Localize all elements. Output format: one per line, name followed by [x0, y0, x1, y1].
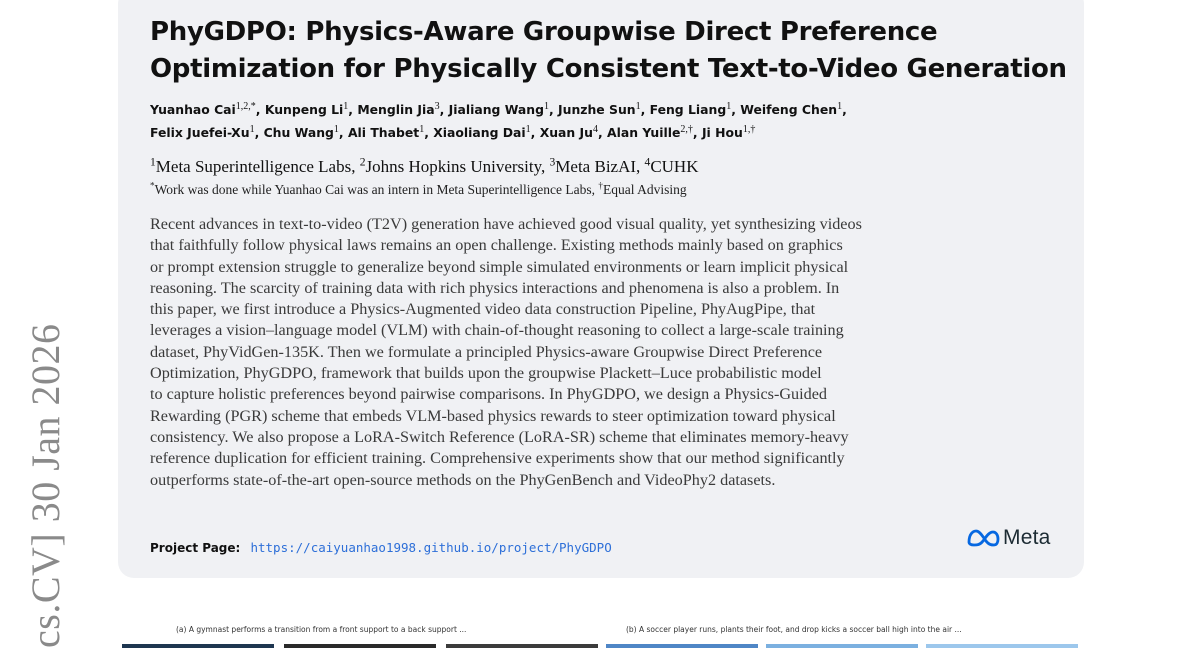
author-name: Yuanhao Cai	[150, 102, 236, 117]
abstract-line: Optimization, PhyGDPO, framework that builds upon the groupwise Plackett–Luce probabilistic model	[150, 364, 822, 383]
author-affiliation-marker: 1	[837, 100, 843, 112]
author-affiliation-marker: 1	[419, 123, 425, 135]
meta-infinity-icon	[966, 529, 1000, 547]
author-affiliation-marker: 1	[726, 100, 732, 112]
affiliation-marker: 1	[150, 155, 156, 169]
abstract-line: Recent advances in text-to-video (T2V) generation have achieved good visual quality, yet synthesizing videos	[150, 215, 862, 233]
author-name: Junzhe Sun	[558, 102, 636, 117]
author-name: Menglin Jia	[357, 102, 435, 117]
affiliation-marker: 3	[549, 155, 556, 169]
title-line-2: Optimization for Physically Consistent Text-to-Video Generation	[150, 54, 1067, 84]
abstract-line: this paper, we first introduce a Physics-Augmented video data construction Pipeline, PhyAugPipe, that	[150, 300, 816, 319]
author-affiliation-marker: 1,2,*	[235, 100, 256, 112]
author-affiliation-marker: 1,†	[742, 123, 756, 135]
author-affiliation-marker: 1	[525, 123, 531, 135]
project-page-label: Project Page:	[150, 541, 241, 555]
abstract-line: consistency. We also propose a LoRA-Switch Reference (LoRA-SR) scheme that eliminates memory-heavy	[150, 427, 849, 446]
affiliation-text: Meta Superintelligence Labs,	[155, 157, 360, 176]
figure-frame	[122, 644, 274, 648]
author-affiliation-marker: 1	[333, 123, 339, 135]
figure-caption-a: (a) A gymnast performs a transition from a front support to a back support ...	[176, 625, 467, 634]
figure-caption-b: (b) A soccer player runs, plants their foot, and drop kicks a soccer ball high into the air ...	[626, 625, 962, 634]
author-name: Jialiang Wang	[448, 102, 544, 117]
author-name: Chu Wang	[263, 125, 334, 140]
abstract-line: reasoning. The scarcity of training data with rich physics interactions and phenomena is also a problem. In	[150, 278, 840, 297]
author-name: Feng Liang	[649, 102, 727, 117]
author-affiliation-marker: 1	[543, 100, 549, 112]
project-page	[150, 538, 612, 559]
author-affiliation-marker: 1	[635, 100, 641, 112]
footnote-marker: †	[598, 180, 603, 191]
abstract-line: leverages a vision–language model (VLM) with chain-of-thought reasoning to collect a large-scale training	[150, 321, 844, 340]
abstract	[150, 214, 1050, 491]
paper-title	[150, 14, 1070, 88]
author-line-2: Felix Juefei-Xu$^1$, Chu Wang$^1$, Ali Thabet$^1$, Xiaoliang Dai$^1$, Xuan Ju$^4$, Alan Yuille$^{2,\dagger}$, Ji Hou$^{1,\dagger}$	[150, 123, 756, 140]
abstract-line: or prompt extension struggle to generalize beyond simple simulated environments or learn implicit physical	[150, 257, 849, 276]
affiliation-text: Meta BizAI,	[555, 157, 645, 176]
equal-advising-note: Equal Advising	[602, 182, 687, 197]
author-name: Weifeng Chen	[740, 102, 838, 117]
figure-frame	[766, 644, 918, 648]
author-affiliation-marker: 1	[343, 100, 349, 112]
author-name: Ali Thabet	[347, 125, 420, 140]
abstract-line: to capture holistic preferences beyond pairwise comparisons. In PhyGDPO, we design a Physics-Guided	[150, 385, 828, 404]
footnote-line	[150, 181, 687, 199]
abstract-line: that faithfully follow physical laws remains an open challenge. Existing methods mainly based on graphics	[150, 236, 843, 255]
title-line-1: PhyGDPO: Physics-Aware Groupwise Direct Preference	[150, 17, 938, 47]
figure-frame	[446, 644, 598, 648]
author-affiliation-marker: 2,†	[680, 123, 693, 135]
affiliations	[150, 156, 698, 178]
affiliation-marker: 2	[359, 155, 366, 169]
author-name: Xuan Ju	[539, 125, 593, 140]
author-name: Felix Juefei-Xu	[150, 125, 250, 140]
author-name: Xiaoliang Dai	[433, 125, 526, 140]
author-affiliation-marker: 1	[249, 123, 255, 135]
abstract-line: reference duplication for efficient training. Comprehensive experiments show that our method significantly	[150, 449, 845, 468]
author-affiliation-marker: 3	[434, 100, 440, 112]
author-list	[150, 98, 1060, 144]
affiliation-marker: 4	[644, 155, 651, 169]
author-line-1: Yuanhao Cai$^{1,2,*}$, Kunpeng Li$^1$, Menglin Jia$^3$, Jialiang Wang$^1$, Junzhe Sun$^1$, Feng Liang$^1$, Weifeng Chen$^1$,	[150, 100, 847, 117]
meta-logo	[966, 526, 1051, 550]
author-name: Kunpeng Li	[264, 102, 344, 117]
author-name: Alan Yuille	[607, 125, 681, 140]
intern-note: Work was done while Yuanhao Cai was an intern in Meta Superintelligence Labs,	[154, 182, 599, 197]
figure-frame	[284, 644, 436, 648]
author-name: Ji Hou	[701, 125, 743, 140]
meta-wordmark: Meta	[1003, 526, 1051, 549]
abstract-line: Rewarding (PGR) scheme that embeds VLM-based physics rewards to steer optimization toward physical	[150, 406, 836, 425]
affiliation-text: CUHK	[650, 157, 699, 176]
project-page-link[interactable]: https://caiyuanhao1998.github.io/project/PhyGDPO	[250, 540, 612, 555]
abstract-line: outperforms state-of-the-art open-source methods on the PhyGenBench and VideoPhy2 datasets.	[150, 470, 776, 489]
figure-frame	[926, 644, 1078, 648]
arxiv-side-stamp: cs.CV] 30 Jan 2026	[23, 323, 68, 648]
footnote-marker: *	[150, 180, 155, 191]
figure-frame	[606, 644, 758, 648]
author-affiliation-marker: 4	[593, 123, 598, 135]
affiliation-text: Johns Hopkins University,	[365, 157, 550, 176]
figure-captions	[0, 625, 1200, 639]
abstract-line: dataset, PhyVidGen-135K. Then we formulate a principled Physics-aware Groupwise Direct Preference	[150, 342, 823, 361]
